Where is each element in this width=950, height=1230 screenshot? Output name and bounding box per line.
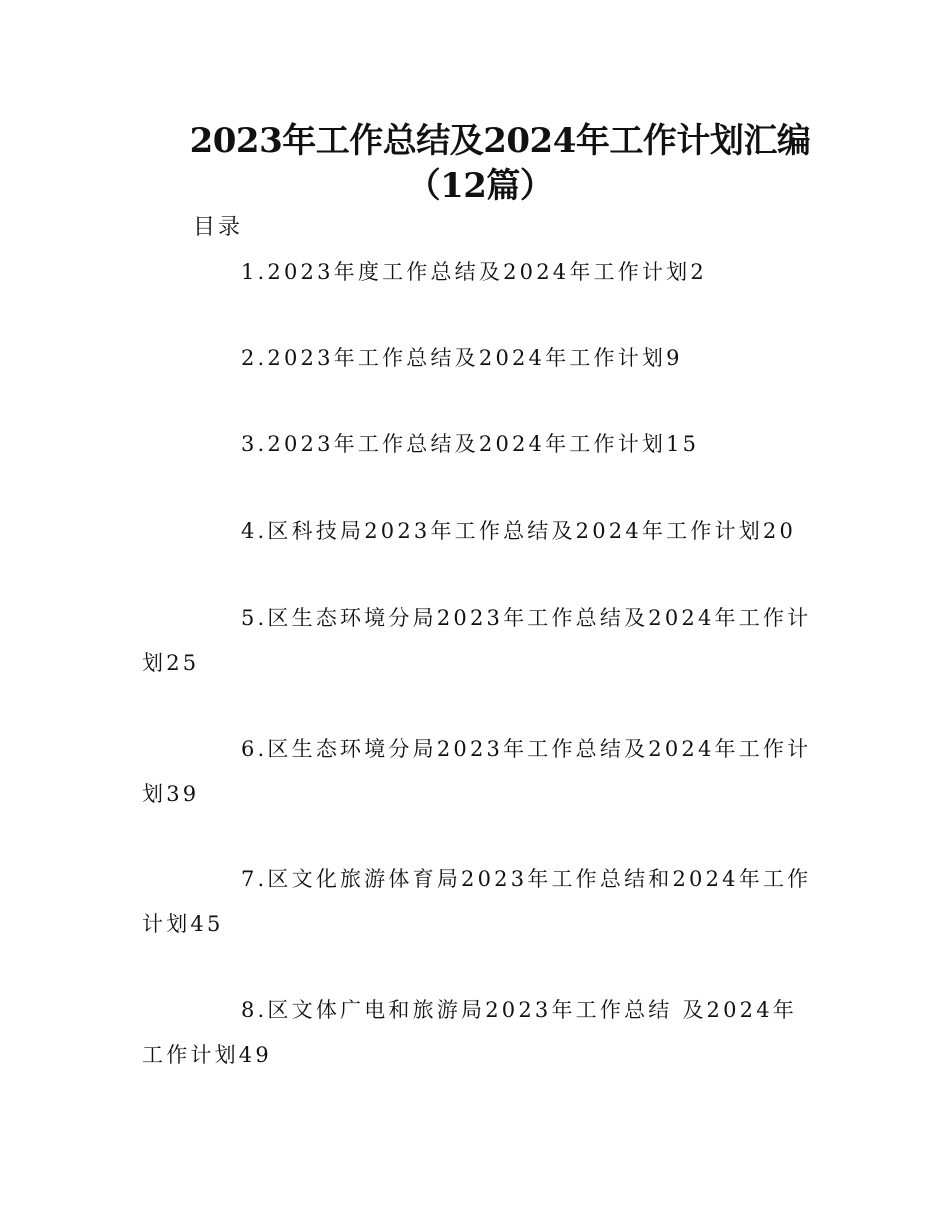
toc-entry-5-continued[interactable]: 划25 <box>142 651 200 675</box>
toc-entry-3[interactable]: 3.2023年工作总结及2024年工作计划15 <box>241 432 700 456</box>
toc-entry-1[interactable]: 1.2023年度工作总结及2024年工作计划2 <box>241 260 707 284</box>
toc-entry-6-continued[interactable]: 划39 <box>142 782 200 806</box>
toc-entry-7-continued[interactable]: 计划45 <box>142 912 224 936</box>
toc-heading: 目录 <box>193 215 244 240</box>
toc-entry-7[interactable]: 7.区文化旅游体育局2023年工作总结和2024年工作 <box>241 867 812 891</box>
toc-entry-6[interactable]: 6.区生态环境分局2023年工作总结及2024年工作计 <box>241 737 812 761</box>
toc-entry-2[interactable]: 2.2023年工作总结及2024年工作计划9 <box>241 346 683 370</box>
document-subtitle: （12篇） <box>406 166 554 206</box>
document-title: 2023年工作总结及2024年工作计划汇编 <box>189 121 811 161</box>
toc-entry-4[interactable]: 4.区科技局2023年工作总结及2024年工作计划20 <box>241 519 797 543</box>
toc-entry-8-continued[interactable]: 工作计划49 <box>142 1043 272 1067</box>
toc-entry-8[interactable]: 8.区文体广电和旅游局2023年工作总结 及2024年 <box>241 998 797 1022</box>
toc-entry-5[interactable]: 5.区生态环境分局2023年工作总结及2024年工作计 <box>241 606 812 630</box>
